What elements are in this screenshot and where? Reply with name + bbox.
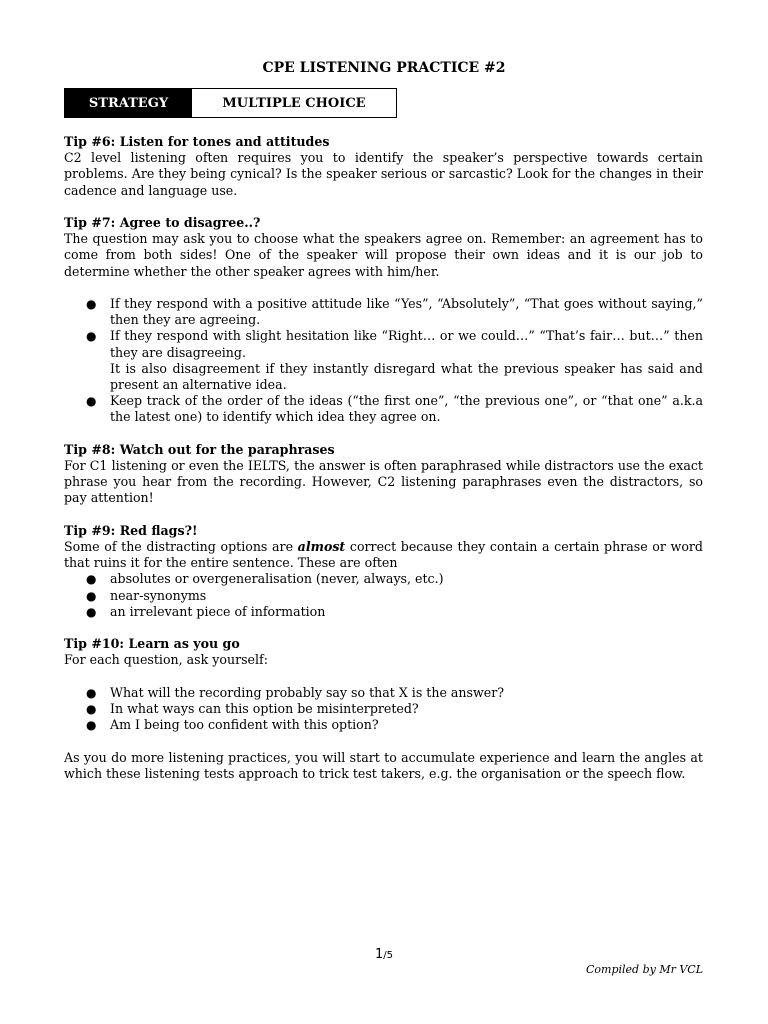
list-item: ● In what ways can this option be misinterpreted? bbox=[64, 701, 703, 717]
list-item: ● If they respond with a positive attitude like “Yes”, “Absolutely”, “That goes without saying,” then they are agreeing. bbox=[64, 296, 703, 328]
list-item: ● absolutes or overgeneralisation (never, always, etc.) bbox=[64, 571, 703, 587]
bullet-list bbox=[64, 296, 703, 426]
tip-body: For C1 listening or even the IELTS, the answer is often paraphrased while distractors use the exact phrase you hear from the recording. However, C2 listening paraphrases even the distractors, so pay attention! bbox=[64, 458, 703, 506]
list-item: ● Am I being too confident with this option? bbox=[64, 717, 703, 733]
list-item-text: It is also disagreement if they instantly disregard what the previous speaker has said and present an alternative idea. bbox=[110, 360, 703, 393]
bullet-list bbox=[64, 685, 703, 734]
compiled-by: Compiled by Mr VCL bbox=[585, 963, 703, 976]
tip-10 bbox=[64, 636, 703, 733]
emphasis-text: almost bbox=[297, 539, 346, 555]
bullet-list bbox=[64, 571, 703, 620]
tip-9 bbox=[64, 523, 703, 620]
tip-body: For each question, ask yourself: bbox=[64, 652, 268, 668]
list-item bbox=[64, 328, 703, 393]
tip-body-text: correct because they contain a certain phrase or word that ruins it for the entire sentence. These are often bbox=[64, 539, 703, 571]
tip-body bbox=[64, 539, 703, 571]
list-item: ● What will the recording probably say so that X is the answer? bbox=[64, 685, 703, 701]
tip-8 bbox=[64, 442, 703, 507]
page-current: 1 bbox=[374, 947, 384, 962]
list-item: ● an irrelevant piece of information bbox=[64, 604, 703, 620]
tip-heading: Tip #7: Agree to disagree..? bbox=[64, 215, 261, 230]
section-label bbox=[64, 88, 397, 118]
page-title: CPE LISTENING PRACTICE #2 bbox=[262, 60, 506, 76]
strategy-label: STRATEGY bbox=[65, 89, 192, 117]
tip-7 bbox=[64, 215, 703, 426]
tip-heading: Tip #6: Listen for tones and attitudes bbox=[64, 134, 330, 149]
tip-body: The question may ask you to choose what the speakers agree on. Remember: an agreement has to come from both sides! One of the speaker will propose their own ideas and it is our job to determine whether the other speaker agrees with him/her. bbox=[64, 231, 703, 279]
tip-body-text: Some of the distracting options are bbox=[64, 539, 298, 555]
tip-6 bbox=[64, 134, 703, 199]
tip-body: C2 level listening often requires you to identify the speaker’s perspective towards certain problems. Are they being cynical? Is the speaker serious or sarcastic? Look for the changes in their cadence and language use. bbox=[64, 150, 703, 198]
list-item-text: ● If they respond with slight hesitation like “Right… or we could…” “That’s fair… but…” then they are disagreeing. bbox=[110, 328, 703, 360]
document-body bbox=[64, 134, 703, 782]
tip-heading: Tip #8: Watch out for the paraphrases bbox=[64, 441, 335, 457]
list-item: ● near-synonyms bbox=[64, 588, 703, 604]
closing-paragraph: As you do more listening practices, you will start to accumulate experience and learn the angles at which these listening tests approach to trick test takers, e.g. the organisation or the speech flow. bbox=[64, 749, 703, 781]
question-type-label: MULTIPLE CHOICE bbox=[222, 95, 366, 111]
tip-heading: Tip #10: Learn as you go bbox=[64, 636, 240, 652]
page-total: /5 bbox=[383, 950, 393, 961]
page-number bbox=[0, 947, 768, 962]
tip-heading: Tip #9: Red flags?! bbox=[64, 522, 198, 538]
list-item: ● Keep track of the order of the ideas (“the first one”, “the previous one”, or “that one” a.k.a the latest one) to identify which idea they agree on. bbox=[64, 393, 703, 425]
